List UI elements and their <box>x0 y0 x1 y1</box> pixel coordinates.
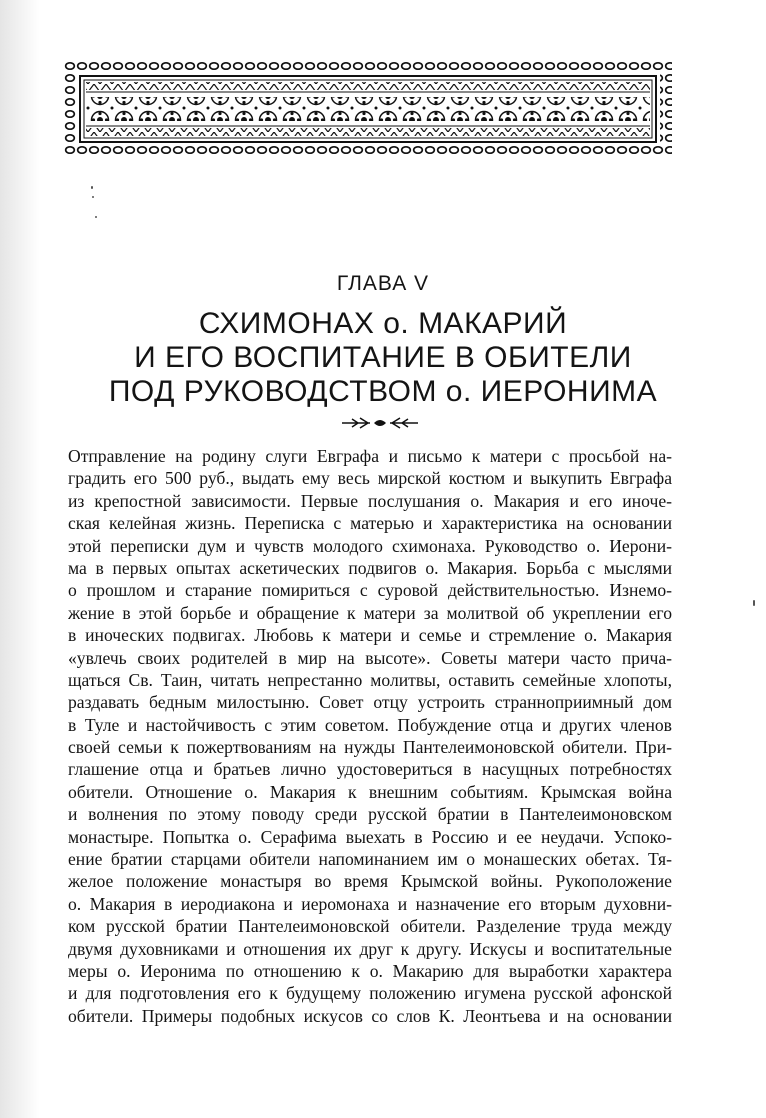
summary-line: раздавать бедным милостыню. Совет отцу устроить странноприимный дом <box>68 692 672 713</box>
scan-speck <box>95 216 97 218</box>
ornament-pattern-icon <box>64 60 672 158</box>
summary-line: в иноческих подвигах. Любовь к матери и семье и стремление о. Макария <box>68 625 672 646</box>
summary-line: и волнения по этому поводу среди русской братии в Пантелеимоновском <box>68 804 672 825</box>
summary-line: этой переписки дум и чувств молодого схимонаха. Руководство о. Иерони- <box>68 535 672 556</box>
summary-line: ение братии старцами обители напоминанием им о монашеских обетах. Тя- <box>68 849 672 870</box>
chapter-title-line-1: СХИМОНАХ о. МАКАРИЙ <box>198 307 568 340</box>
chapter-title-line-2: И ЕГО ВОСПИТАНИЕ В ОБИТЕЛИ <box>134 341 632 374</box>
summary-line: своей семьи к пожертвованиям на нужды Пантелеимоновской обители. При- <box>68 737 672 758</box>
scan-speck <box>753 600 755 606</box>
summary-line: щаться Св. Таин, читать непрестанно молитвы, оставить семейные хлопоты, <box>68 669 672 690</box>
scan-speck <box>91 186 93 189</box>
summary-line: монастыре. Попытка о. Серафима выехать в Россию и ее неудачи. Успоко- <box>68 826 672 847</box>
summary-line: желое положение монастыря во время Крымской войны. Рукоположение <box>68 871 672 892</box>
summary-line: меры о. Иеронима по отношению к о. Макарию для выработки характера <box>68 960 672 981</box>
summary-line: Отправление на родину слуги Евграфа и письмо к матери с просьбой на- <box>68 446 672 466</box>
summary-line: жение в этой борьбе и обращение к матери за молитвой об укреплении его <box>68 602 672 623</box>
summary-line: «увлечь своих родителей в мир на высоте». Советы матери часто прича- <box>68 647 672 668</box>
summary-line: ма в первых опытах аскетических подвигов о. Макария. Борьба с мыслями <box>68 557 672 578</box>
summary-line: в Туле и настойчивость с этим советом. Побуждение отца и других членов <box>68 714 672 735</box>
summary-line: двумя духовниками и отношения их друг к другу. Искусы и воспитательные <box>68 938 672 959</box>
summary-line: о прошлом и старание помириться с суровой действительностью. Изнемо- <box>68 580 672 601</box>
scan-speck <box>92 196 94 198</box>
summary-line: ком русской братии Пантелеимоновской обители. Разделение труда между <box>68 916 672 937</box>
summary-line: о. Макария в иеродиакона и иеромонаха и назначение его вторым духовни- <box>68 893 672 914</box>
summary-line: обители. Примеры подобных искусов со слов К. Леонтьева и на основании <box>68 1005 672 1026</box>
summary-line: и для подготовления его к будущему положению игумена русской афонской <box>68 983 672 1004</box>
chapter-number: ГЛАВА V <box>336 272 430 295</box>
summary-line: градить его 500 руб., выдать ему весь мирской костюм и выкупить Евграфа <box>68 468 672 489</box>
summary-line: глашение отца и братьев лично удостовериться в насущных потребностях <box>68 759 672 780</box>
summary-line: обители. Отношение о. Макария к внешним событиям. Крымская война <box>68 781 672 802</box>
decorative-divider-icon <box>340 416 420 430</box>
summary-line: из крепостной зависимости. Первые послушания о. Макария и его иноче- <box>68 490 672 511</box>
chapter-summary <box>68 445 672 1027</box>
ornamental-header-band <box>64 60 672 158</box>
chapter-title-line-3: ПОД РУКОВОДСТВОМ о. ИЕРОНИМА <box>108 375 658 408</box>
page-edge-shadow <box>0 0 40 1118</box>
summary-line: ская келейная жизнь. Переписка с матерью и характеристика на основании <box>68 513 672 534</box>
